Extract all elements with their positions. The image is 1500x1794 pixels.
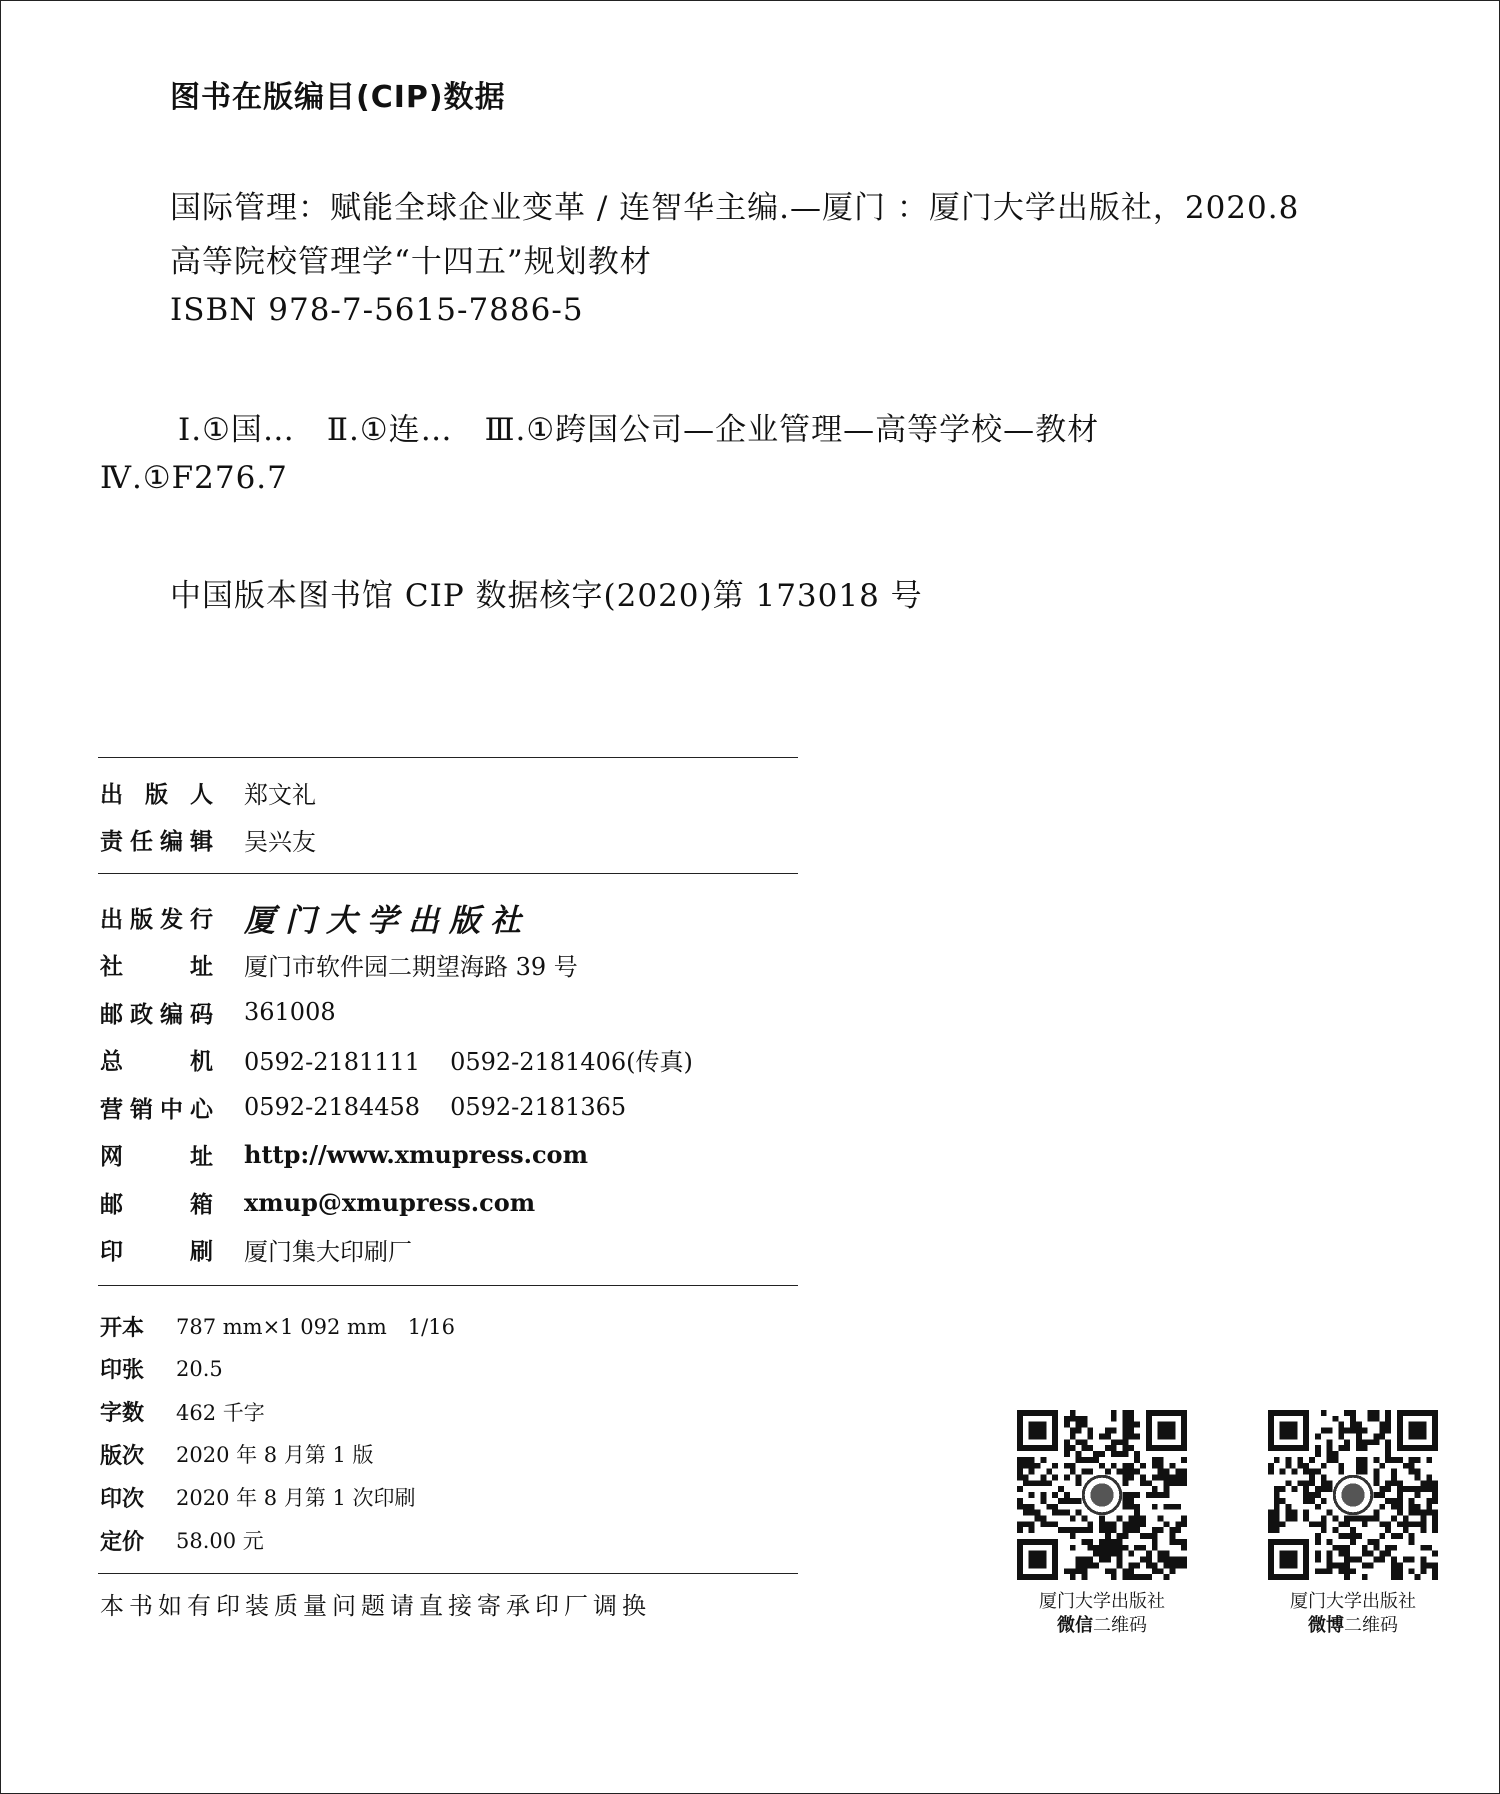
field-label: 网 址 [100,1144,213,1170]
divider [98,873,798,874]
field-label: 印 刷 [100,1239,213,1265]
publisher-row [100,945,578,985]
field-label: 邮 政 编 码 [100,1001,213,1028]
field-value: 厦门集大印刷厂 [244,1238,412,1266]
divider [98,1285,798,1286]
spec-value: 462 千字 [176,1400,265,1425]
publisher-logo: 厦门大学出版社 [244,902,531,939]
qr-caption-publisher: 厦门大学出版社 [1039,1591,1165,1612]
field-label: 出 版 发 行 [100,906,213,933]
field-value: 0592-2181111 0592-2181406(传真) [244,1048,693,1076]
spec-row [100,1522,264,1558]
publisher-row [100,1135,588,1175]
wechat-qr-code-icon [1017,1410,1187,1580]
staff-row [100,819,316,859]
divider [98,757,798,758]
cip-heading: 图书在版编目(CIP)数据 [170,80,506,115]
cip-isbn: ISBN 978-7-5615-7886-5 [170,292,584,328]
field-label: 邮 箱 [100,1191,213,1218]
spec-value: 20.5 [176,1356,223,1381]
publisher-row [100,1182,535,1222]
spec-label: 印张 [100,1358,145,1384]
field-label: 出 版 人 [100,781,213,808]
spec-value: 787 mm×1 092 mm 1/16 [176,1315,455,1339]
qr-caption-publisher: 厦门大学出版社 [1290,1591,1416,1612]
cip-record-number: 中国版本图书馆 CIP 数据核字(2020)第 173018 号 [170,578,923,614]
spec-row [100,1308,455,1344]
divider [98,1573,798,1574]
weibo-qr-code-icon [1268,1410,1438,1580]
spec-value: 2020 年 8 月第 1 版 [176,1443,374,1468]
field-label: 责 任 编 辑 [100,828,213,855]
field-value [244,895,531,940]
field-label: 社 址 [100,954,213,980]
spec-value: 58.00 元 [176,1529,264,1553]
spec-label: 定价 [100,1529,145,1555]
publisher-row [100,1087,626,1127]
wechat-qr-block [1017,1410,1187,1638]
cip-class-number: Ⅳ.①F276.7 [100,460,288,496]
field-value: 361008 [244,998,336,1026]
publisher-row [100,992,336,1032]
quality-notice: 本书如有印装质量问题请直接寄承印厂调换 [100,1592,651,1620]
spec-row [100,1479,416,1515]
cip-subject-classification: Ⅰ.①国… Ⅱ.①连… Ⅲ.①跨国公司—企业管理—高等学校—教材 [178,412,1100,448]
field-value: http://www.xmupress.com [244,1140,588,1169]
qr-caption-platform: 微博 [1308,1615,1344,1636]
qr-caption-type: 二维码 [1093,1615,1147,1636]
qr-caption-platform: 微信 [1057,1615,1093,1636]
cip-bibliographic-line: 国际管理：赋能全球企业变革 / 连智华主编.—厦门 ：厦门大学出版社，2020.8 [170,190,1300,226]
publisher-row [100,1230,412,1270]
publisher-row [100,1040,693,1080]
weibo-qr-block [1268,1410,1438,1638]
field-label: 营 销 中 心 [100,1096,213,1123]
spec-label: 字数 [100,1401,145,1427]
spec-label: 版次 [100,1443,145,1469]
publisher-row [100,897,531,937]
spec-row [100,1436,374,1472]
staff-row [100,772,316,812]
field-value: 0592-2184458 0592-2181365 [244,1093,627,1121]
cip-series-line: 高等院校管理学“十四五”规划教材 [170,244,652,280]
spec-label: 印次 [100,1486,145,1512]
qr-caption-type: 二维码 [1344,1615,1398,1636]
spec-label: 开本 [100,1315,145,1341]
spec-value: 2020 年 8 月第 1 次印刷 [176,1486,416,1511]
field-value: 吴兴友 [244,827,316,856]
spec-row [100,1394,265,1430]
field-value: 郑文礼 [244,780,316,809]
spec-row [100,1351,223,1387]
field-label: 总 机 [100,1049,213,1075]
field-value: xmup@xmupress.com [244,1187,536,1217]
field-value: 厦门市软件园二期望海路 39 号 [244,953,578,981]
